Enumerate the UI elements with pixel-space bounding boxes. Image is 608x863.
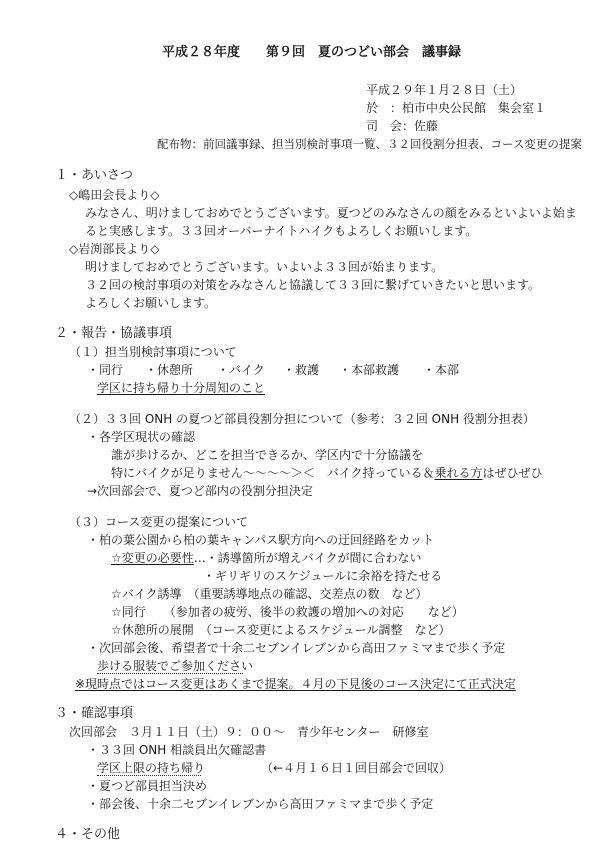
section-heading: ４・その他	[55, 827, 121, 842]
section-heading: ３・確認事項	[55, 706, 134, 721]
dotted-underline	[97, 673, 243, 674]
body-text: ・ギリギリのスケジュールに余裕を持たせる	[203, 569, 443, 583]
bullet-item: ・部会後、十余二セブンイレブンから高田ファミマまで歩く予定	[87, 797, 434, 811]
dotted-underline	[97, 775, 201, 776]
bullet-item: ・夏つど部員担当決め	[87, 779, 208, 793]
meeting-venue: 於 ：柏市中央公民館 集会室１	[366, 101, 547, 115]
body-text: よろしくお願いします。	[85, 296, 217, 310]
meeting-date: 平成２９年１月２８日（土）	[366, 83, 523, 97]
body-text: ３２回の検討事項の対策をみなさんと協議して３３回に繋げていきたいと思います。	[85, 278, 541, 292]
note-text: （←４月１６日１回目部会で回収）	[261, 761, 452, 775]
body-text: 次回部会 ３月１１日（土）９：００～ 青少年センター 研修室	[69, 725, 429, 739]
document-title: 平成２８年度 第９回 夏のつどい部会 議事録	[162, 45, 462, 60]
bullet-item: ・次回部会後、希望者で十余二セブンイレブンから高田ファミマまで歩く予定	[87, 641, 506, 655]
body-text	[111, 466, 543, 480]
body-text: 誰が歩けるか、どこを担当できるか、学区内で十分協議を	[111, 448, 424, 462]
note-text: ※現時点ではコース変更はあくまで提案。４月の下見後のコース決定にて正式決定	[75, 677, 516, 691]
topic-item: ・同行	[87, 363, 124, 377]
body-text: 歩ける服装でご参加ください	[97, 659, 254, 673]
topic-item: ・本部救護	[339, 363, 400, 377]
bullet-item: ・３３回 ONH 相談員出欠確認書	[87, 743, 267, 757]
underlined-text: ☆変更の必要性	[111, 551, 194, 565]
body-text: ☆休憩所の展開 （コース変更によるスケジュール調整 など）	[111, 623, 451, 637]
underlined-text: 乗れる方	[434, 466, 483, 480]
topic-item: ・本部	[423, 363, 460, 377]
body-text-part: 特にバイクが足りません～～～～＞＜ バイク持っている＆	[111, 466, 435, 480]
next-step-text: →次回部会で、夏つど部内の役割分担決定	[87, 484, 313, 498]
item-heading: （３）コース変更の提案について	[69, 515, 249, 529]
speaker-heading: ◇岩渕部長より◇	[69, 242, 160, 256]
item-heading: （２）３３回 ONH の夏つど部員役割分担について（参考：３２回 ONH 役割分担表）	[69, 412, 535, 426]
item-heading: （１）担当別検討事項について	[69, 345, 237, 359]
topic-item: ・休憩所	[145, 363, 194, 377]
body-text: ると実感します。３３回オーバーナイトハイクもよろしくお願いします。	[85, 224, 478, 238]
body-text: 学区上限の持ち帰り	[97, 761, 206, 775]
conclusion-text: 学区に持ち帰り十分周知のこと	[97, 381, 266, 395]
body-text-part: はぜひぜひ	[482, 466, 543, 480]
meeting-chair: 司 会：佐藤	[366, 119, 439, 133]
handouts: 配布物：前回議事録、担当別検討事項一覧、３２回役割分担表、コース変更の提案	[157, 137, 582, 151]
body-text: ☆同行 （参加者の疲労、後半の救護の増加への対応 など）	[111, 605, 464, 619]
bullet-item: ・柏の葉公園から柏の葉キャンパス駅方向への迂回経路をカット	[87, 533, 435, 547]
topic-item: ・救護	[283, 363, 320, 377]
speaker-heading: ◇嶋田会長より◇	[69, 188, 160, 202]
necessity-line	[111, 551, 422, 565]
body-text-part: …・誘導箇所が増えバイクが間に合わない	[193, 551, 422, 565]
section-heading: １・あいさつ	[55, 168, 134, 183]
body-text: 明けましておめでとうございます。いよいよ３３回が始まります。	[85, 260, 444, 274]
topic-item: ・バイク	[217, 363, 265, 377]
body-text: みなさん、明けましておめでとうございます。夏つどのみなさんの顔をみるといよいよ始ま	[85, 206, 577, 220]
section-heading: ２・報告・協議事項	[55, 326, 173, 341]
body-text: ☆バイク誘導 （重要誘導地点の確認、交差点の数 など）	[111, 587, 428, 601]
bullet-item: ・各学区現状の確認	[87, 430, 196, 444]
